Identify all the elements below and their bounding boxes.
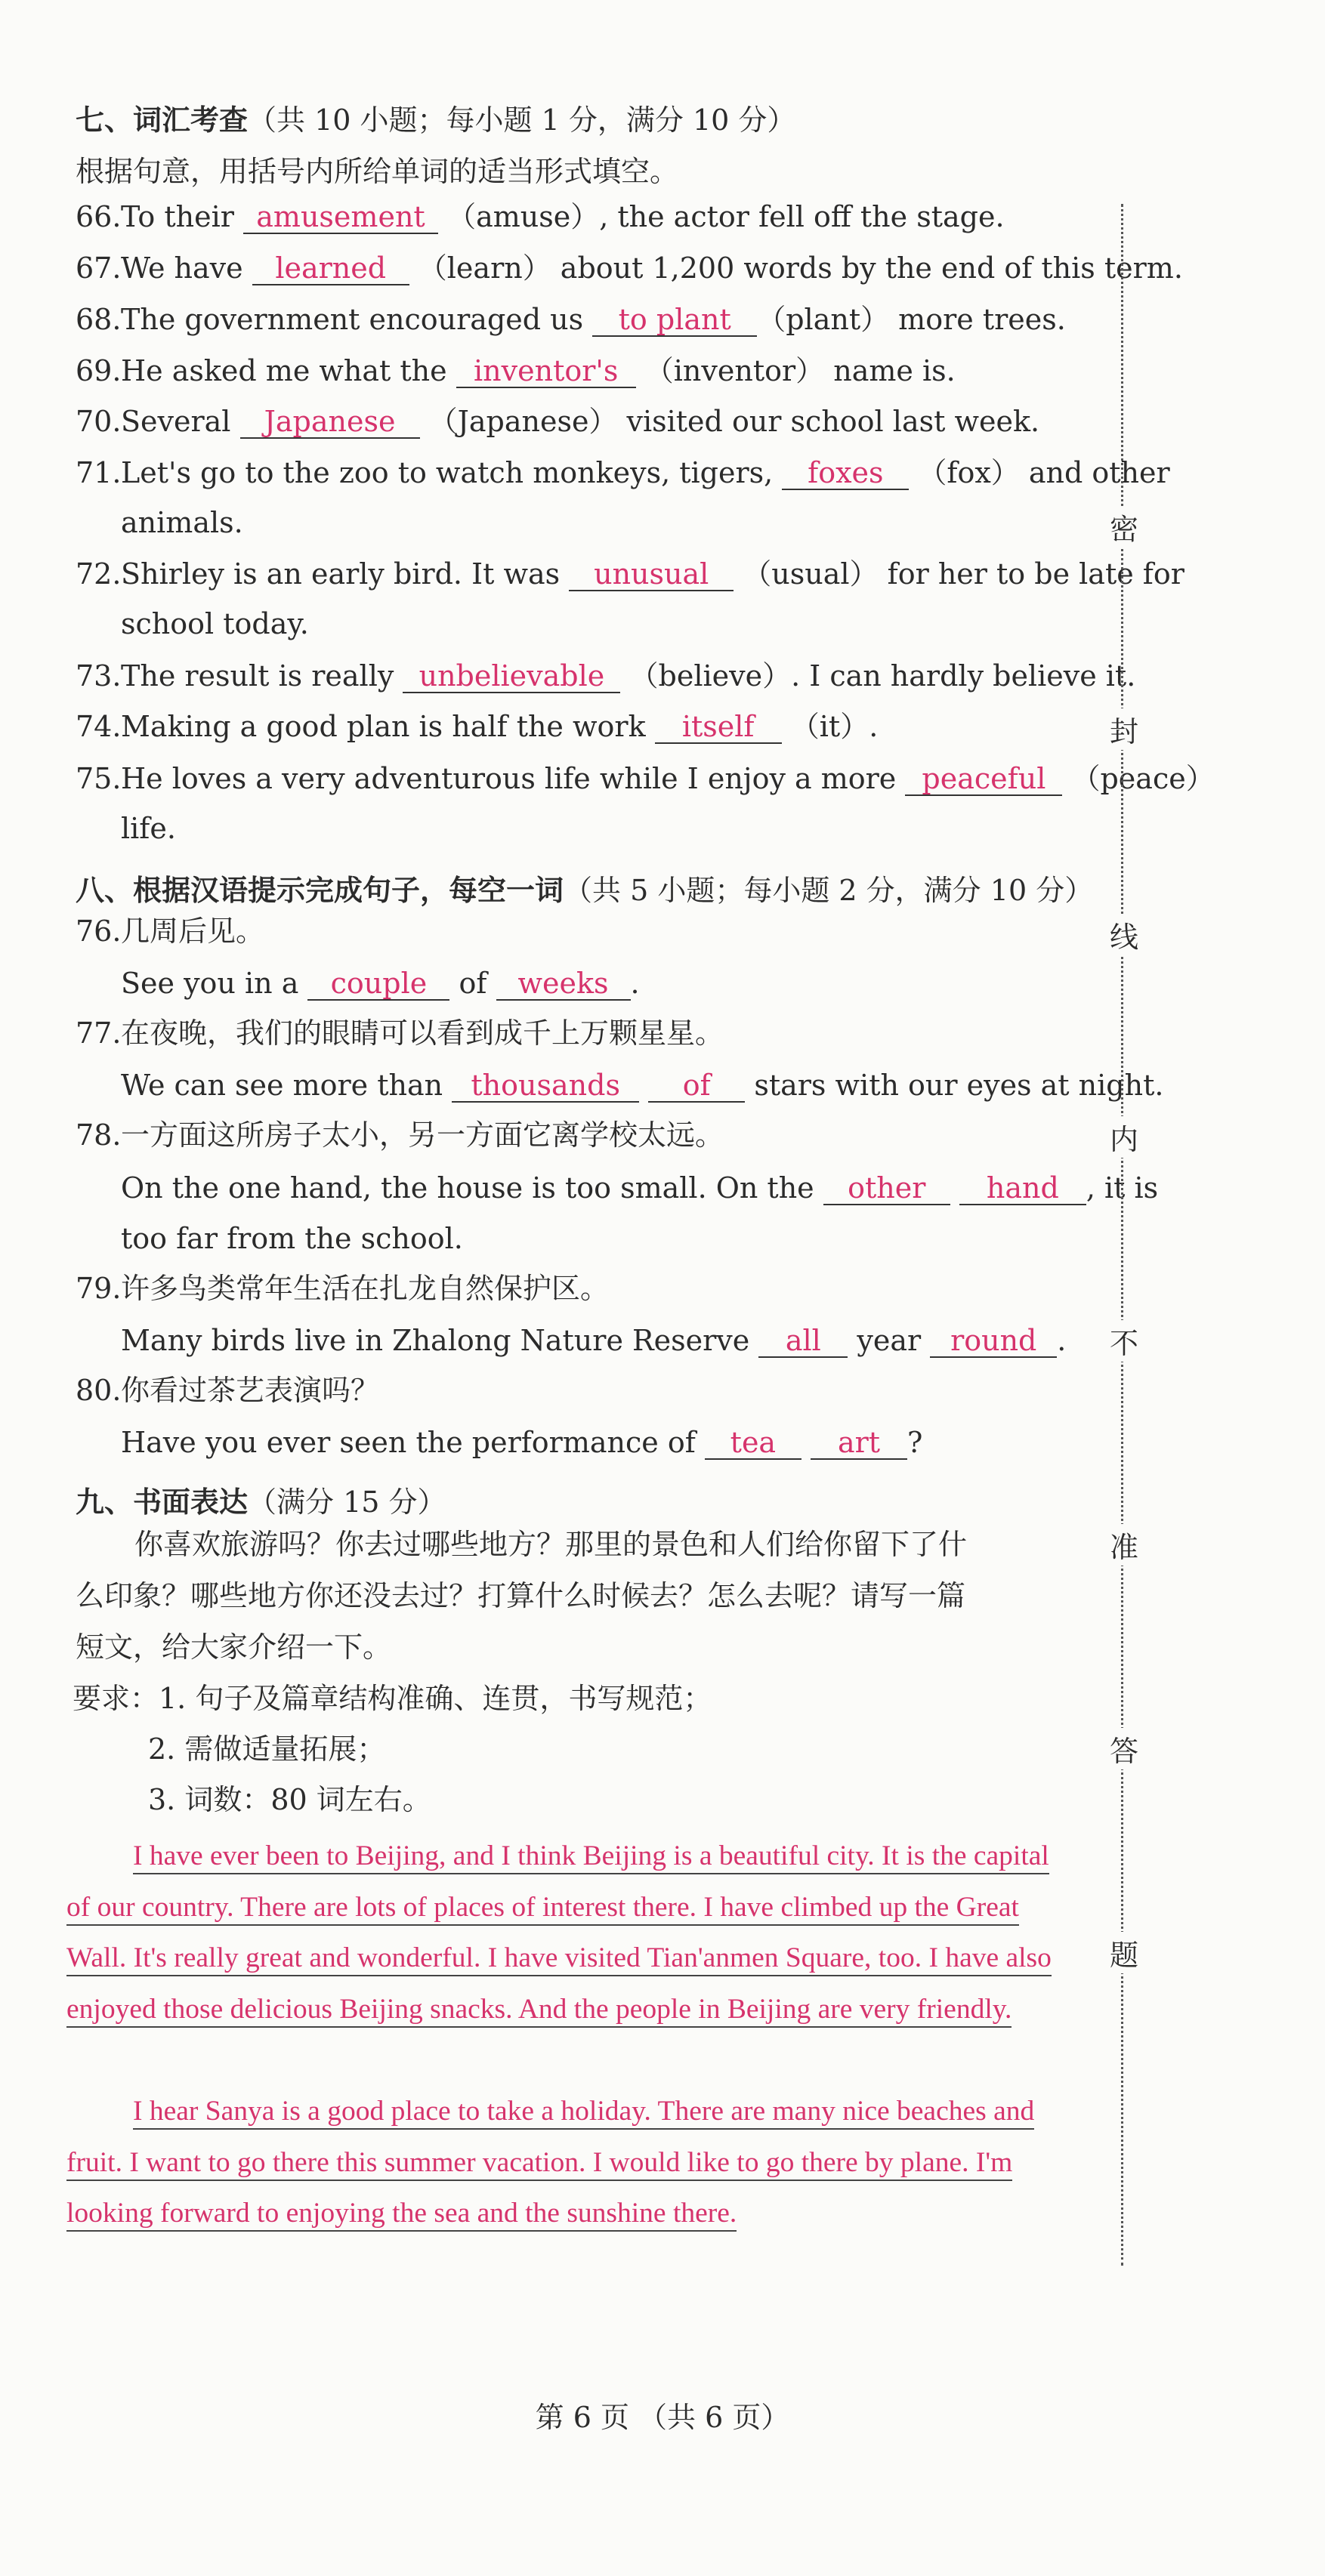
- question-67: [76, 251, 1183, 285]
- sentence-text: of: [449, 967, 496, 1000]
- answer-blank: to plant: [592, 305, 757, 337]
- question-66: [76, 202, 1005, 234]
- seal-char: 题: [1110, 1932, 1137, 1973]
- answer-blank: foxes: [782, 458, 909, 490]
- section-note: （满分 15 分）: [248, 1485, 446, 1519]
- question-text: Making a good plan is half the work: [121, 710, 655, 743]
- answer-blank: weeks: [496, 969, 631, 1001]
- question-text: The result is really: [121, 659, 403, 693]
- requirement-3: 3. 词数：80 词左右。: [148, 1783, 431, 1816]
- answer-blank: amusement: [243, 202, 438, 234]
- question-77-sentence: [121, 1071, 1163, 1103]
- chinese-prompt: 在夜晚，我们的眼睛可以看到成千上万颗星星。: [121, 1017, 724, 1050]
- writing-prompt-line-1: 你喜欢旅游吗？你去过哪些地方？那里的景色和人们给你留下了什: [134, 1528, 968, 1561]
- section-title: 九、书面表达: [76, 1485, 249, 1519]
- question-76-prompt: [76, 917, 264, 946]
- essay-text: I hear Sanya is a good place to take a holiday. There are many nice beaches and fruit. I want to go there this summer vacation. I would like to go there by plane. I'm looking forward to enjoying the sea and the sunshine there.: [66, 2096, 1034, 2232]
- writing-prompt-line-2: 么印象？哪些地方你还没去过？打算什么时候去？怎么去呢？请写一篇: [76, 1579, 966, 1612]
- essay-paragraph-2: [66, 2086, 1064, 2239]
- question-75-continued: life.: [121, 812, 176, 845]
- question-80-sentence: [121, 1428, 922, 1460]
- question-number: 68.: [76, 303, 122, 336]
- question-text: （peace）: [1062, 762, 1215, 795]
- section-7-instruction: 根据句意，用括号内所给单词的适当形式填空。: [76, 155, 679, 188]
- question-76-sentence: [121, 969, 640, 1001]
- question-text: Several: [121, 405, 240, 438]
- answer-blank: of: [648, 1071, 745, 1103]
- essay-text: I have ever been to Beijing, and I think Beijing is a beautiful city. It is the capital of our country. There are lots of places of interest there. I have climbed up the Great Wall. It's really great and wonderful. I have visited Tian'anmen Square, too. I have also enjoyed those delicious Beijing snacks. And the people in Beijing are very friendly.: [66, 1840, 1052, 2028]
- question-text: （inventor） name is.: [635, 354, 956, 387]
- question-text: （believe）. I can hardly believe it.: [620, 659, 1136, 693]
- section-9-heading: [76, 1479, 446, 1520]
- sentence-text: [639, 1069, 648, 1102]
- sentence-text: , it is: [1086, 1171, 1159, 1205]
- sentence-text: .: [630, 967, 640, 1000]
- answer-blank: hand: [959, 1174, 1086, 1205]
- question-79-sentence: [121, 1326, 1066, 1358]
- question-text: We have: [121, 251, 252, 285]
- question-70: [76, 407, 1039, 439]
- answer-blank: thousands: [452, 1071, 639, 1103]
- answer-blank: tea: [705, 1428, 801, 1460]
- answer-blank: inventor's: [456, 356, 636, 388]
- answer-blank: art: [811, 1428, 907, 1460]
- writing-prompt-line-3: 短文，给大家介绍一下。: [76, 1630, 392, 1664]
- answer-blank: itself: [655, 712, 782, 744]
- question-number: 67.: [76, 251, 122, 285]
- seal-char: 内: [1110, 1116, 1137, 1158]
- question-text: （amuse）, the actor fell off the stage.: [437, 200, 1005, 233]
- question-text: （Japanese） visited our school last week.: [419, 405, 1040, 438]
- answer-blank: all: [758, 1326, 848, 1358]
- question-number: 71.: [76, 456, 122, 489]
- answer-blank: round: [930, 1326, 1057, 1358]
- chinese-prompt: 一方面这所房子太小，另一方面它离学校太远。: [121, 1118, 724, 1152]
- question-72-continued: school today.: [121, 607, 309, 640]
- sentence-text: ?: [906, 1426, 923, 1459]
- seal-char: 不: [1110, 1320, 1137, 1362]
- section-7-heading: [76, 97, 795, 138]
- question-80-prompt: [76, 1376, 379, 1405]
- question-text: （usual） for her to be late for: [734, 557, 1184, 591]
- seal-char: 线: [1110, 914, 1137, 955]
- question-text: Shirley is an early bird. It was: [121, 557, 570, 591]
- question-72: [76, 557, 1184, 591]
- question-77-prompt: [76, 1017, 724, 1050]
- seal-char: 答: [1110, 1728, 1137, 1769]
- question-number: 66.: [76, 200, 122, 233]
- question-71: [76, 458, 1170, 490]
- essay-paragraph-1: [66, 1831, 1064, 2035]
- question-78-sentence: [121, 1171, 1159, 1205]
- question-text: （fox） and other: [909, 456, 1170, 489]
- section-note: （共 5 小题；每小题 2 分，满分 10 分）: [564, 874, 1094, 907]
- question-number: 74.: [76, 710, 122, 743]
- question-number: 70.: [76, 405, 122, 438]
- sentence-text: [801, 1426, 811, 1459]
- answer-blank: learned: [252, 254, 409, 285]
- question-number: 73.: [76, 659, 122, 693]
- question-73: [76, 659, 1136, 693]
- chinese-prompt: 几周后见。: [121, 915, 265, 948]
- answer-blank: couple: [307, 969, 449, 1001]
- question-79-prompt: [76, 1274, 609, 1303]
- requirement-2: 2. 需做适量拓展；: [148, 1732, 386, 1766]
- question-text: To their: [121, 200, 243, 233]
- answer-blank: other: [823, 1174, 950, 1205]
- answer-blank: Japanese: [240, 407, 420, 439]
- question-78-continued: too far from the school.: [121, 1222, 463, 1255]
- question-number: 80.: [76, 1374, 122, 1407]
- answer-blank: peaceful: [905, 764, 1062, 796]
- sentence-text: stars with our eyes at night.: [745, 1069, 1164, 1102]
- answer-blank: unusual: [569, 560, 734, 591]
- question-75: [76, 764, 1215, 796]
- section-title: 七、词汇考查: [76, 103, 249, 137]
- sentence-text: Many birds live in Zhalong Nature Reserve: [121, 1324, 759, 1357]
- sentence-text: We can see more than: [121, 1069, 452, 1102]
- question-number: 78.: [76, 1118, 122, 1152]
- question-number: 76.: [76, 915, 122, 948]
- question-78-prompt: [76, 1118, 724, 1152]
- seal-char: 准: [1110, 1524, 1137, 1566]
- requirement-1: 要求：1. 句子及篇章结构准确、连贯，书写规范；: [73, 1682, 712, 1715]
- question-69: [76, 356, 956, 388]
- sentence-text: On the one hand, the house is too small. On the: [121, 1171, 823, 1205]
- seal-char: 密: [1110, 506, 1137, 548]
- answer-blank: unbelievable: [403, 662, 620, 693]
- seal-char: 封: [1110, 708, 1137, 750]
- question-text: The government encouraged us: [121, 303, 593, 336]
- chinese-prompt: 你看过茶艺表演吗？: [121, 1374, 380, 1407]
- question-text: He loves a very adventurous life while I enjoy a more: [121, 762, 906, 795]
- question-68: [76, 305, 1066, 337]
- question-74: [76, 712, 878, 744]
- question-number: 72.: [76, 557, 122, 591]
- question-number: 69.: [76, 354, 122, 387]
- question-text: He asked me what the: [121, 354, 456, 387]
- section-8-heading: [76, 867, 1093, 909]
- question-number: 79.: [76, 1272, 122, 1305]
- question-text: （learn） about 1,200 words by the end of this term.: [409, 251, 1183, 285]
- section-title: 八、根据汉语提示完成句子，每空一词: [76, 874, 564, 907]
- sentence-text: See you in a: [121, 967, 308, 1000]
- question-text: Let's go to the zoo to watch monkeys, tigers,: [121, 456, 783, 489]
- sentence-text: .: [1057, 1324, 1067, 1357]
- question-text: （it）.: [781, 710, 879, 743]
- question-number: 77.: [76, 1017, 122, 1050]
- sentence-text: [950, 1171, 959, 1205]
- question-71-continued: animals.: [121, 506, 243, 539]
- section-note: （共 10 小题；每小题 1 分，满分 10 分）: [248, 103, 796, 137]
- chinese-prompt: 许多鸟类常年生活在扎龙自然保护区。: [121, 1272, 610, 1305]
- sentence-text: year: [848, 1324, 931, 1357]
- question-number: 75.: [76, 762, 122, 795]
- question-text: （plant） more trees.: [757, 303, 1066, 336]
- page-footer: 第 6 页 （共 6 页）: [535, 2401, 790, 2434]
- sentence-text: Have you ever seen the performance of: [121, 1426, 705, 1459]
